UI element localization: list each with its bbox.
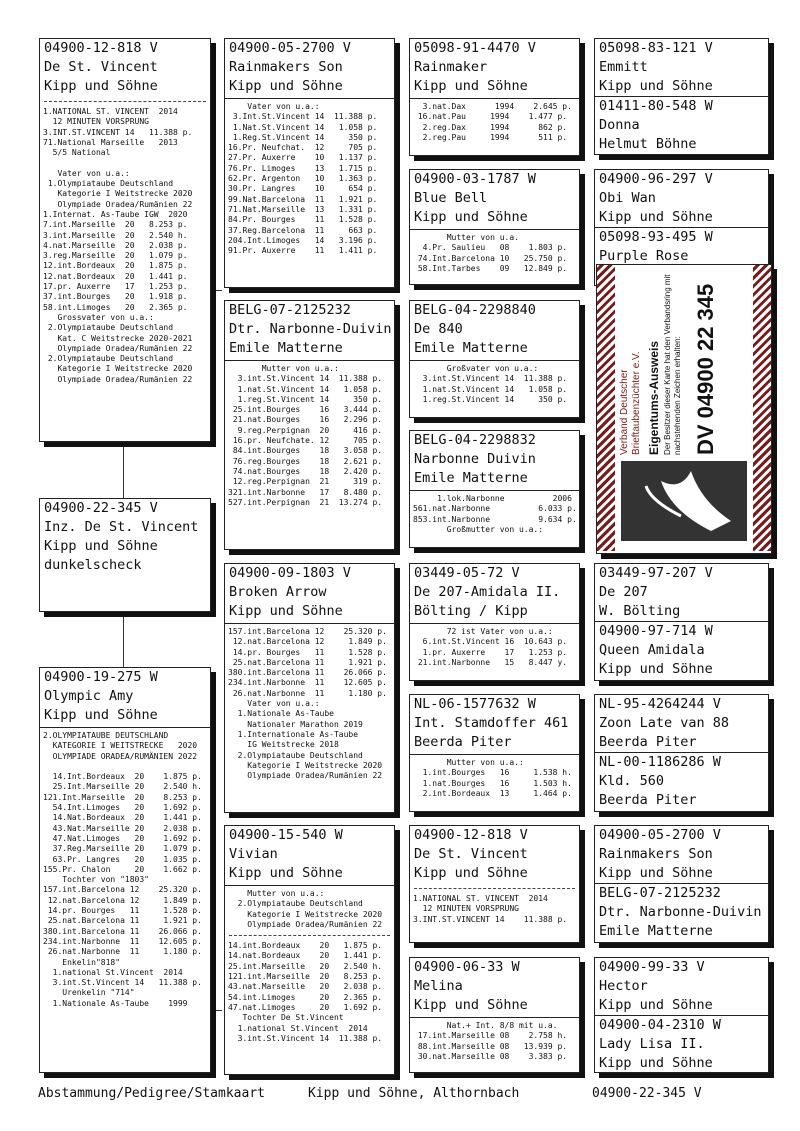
divider <box>414 888 575 889</box>
pigeon-name: De St. Vincent <box>44 59 158 75</box>
pigeon-name: Hector <box>599 978 648 994</box>
owner-name: Kipp und Söhne <box>414 865 528 881</box>
pedigree-card <box>409 430 580 548</box>
owner-name: Emile Matterne <box>229 340 343 356</box>
divider <box>410 490 579 491</box>
owner-name: Kipp und Söhne <box>229 603 343 619</box>
pigeon-name: Int. Stamdoffer 461 <box>414 715 569 731</box>
owner-name: Kipp und Söhne <box>414 209 528 225</box>
owner-name: Beerda Piter <box>599 792 697 808</box>
owner-name: Helmut Böhne <box>599 136 697 152</box>
performance-details: Mutter von u.a.: 1.int.Bourges 16 1.538 h. 1.nat.Bourges 16 1.503 h. 2.int.Bordeaux 13 1.464 p. <box>422 758 572 798</box>
owner-name: Kipp und Söhne <box>599 997 713 1013</box>
performance-details: 1.NATIONAL ST. VINCENT 2014 12 MINUTEN VORSPRUNG 3.INT.ST.VINCENT 14 11.388 p. 71.National Marseille 2013 5/5 National Vater von u.a.: 1.Olympiataube Deutschland Kategorie I Weitstrecke 2020 Olympiade Oradea/Rumänien 22 1.Internat. As-Taube IGW 2020 7.int.Marseille 20 8.253 p. 3.int.Marseille 20 2.540 h. 4.nat.Marseille 20 2.038 p. 3.reg.Marseille 20 1.079 p. 12.int.Bordeaux 20 1.875 p. 12.nat.Bordeaux 20 1.441 p. 17.pr. Auxerre 17 1.253 p. 37.int.Bourges 20 1.918 p. 58.int.Limoges 20 2.365 p. Grossvater von u.a.: 2.Olympiataube Deutschland Kat. C Weitstrecke 2020-2021 Olympiade Oradea/Rumänien 22 2.Olympiataube Deutschland Kategorie I Weitstrecke 2020 Olympiade Oradea/Rumänien 22 <box>43 107 193 384</box>
ring-number: 04900-09-1803 V <box>229 565 351 581</box>
ring-number: 04900-12-818 V <box>44 40 158 56</box>
pedigree-card-sire <box>39 38 211 442</box>
pigeon-name: De 207 <box>599 584 648 600</box>
owner-name: Beerda Piter <box>599 734 697 750</box>
pedigree-card-grandsire <box>224 38 395 288</box>
connector-line <box>123 440 124 500</box>
ring-number: 04900-06-33 W <box>414 959 520 975</box>
pigeon-name: Inz. De St. Vincent <box>44 519 199 535</box>
owner-name: Kipp und Söhne <box>599 661 713 677</box>
pedigree-card <box>409 563 580 681</box>
pigeon-name: Melina <box>414 978 463 994</box>
pigeon-logo-icon <box>621 461 747 541</box>
ring-number: 04900-05-2700 V <box>229 40 351 56</box>
footer-title: Abstammung/Pedigree/Stamkaart <box>38 1086 265 1101</box>
pigeon-color: dunkelscheck <box>44 557 142 573</box>
ring-number: BELG-04-2298832 <box>414 432 536 448</box>
pigeon-name: Vivian <box>229 846 278 862</box>
ring-number: 04900-96-297 V <box>599 171 713 187</box>
divider <box>225 623 394 624</box>
pigeon-name: Narbonne Duivin <box>414 451 536 467</box>
pigeon-name: Obi Wan <box>599 190 656 206</box>
ring-number: 03449-97-207 V <box>599 565 713 581</box>
performance-details: 2.OLYMPIATAUBE DEUTSCHLAND KATEGORIE I WEITSTRECKE 2020 OLYMPIADE ORADEA/RUMÄNIEN 2022 14.Int.Bordeaux 20 1.875 p. 25.Int.Marseille 20 2.540 h. 121.Int.Marseille 20 8.253 p. 54.Int.Limoges 20 1.692 p. 14.Nat.Bordeaux 20 1.441 p. 43.Nat.Marseille 20 2.038 p. 47.Nat.Limoges 20 1.692 p. 37.Reg.Marseille 20 1.079 p. 63.Pr. Langres 20 1.035 p. 155.Pr. Chalon 20 1.662 p. Tochter von "1803" 157.int.Barcelona 12 25.320 p. 12.nat.Barcelona 12 1.849 p. 14.pr. Bourges 11 1.528 p. 25.nat.Barcelona 11 1.921 p. 380.int.Barcelona 11 26.066 p. 234.int.Narbonne 11 12.605 p. 26.nat.Narbonne 11 1.180 p. Enkelin"818" 1.national St.Vincent 2014 3.int.St.Vincent 14 11.388 p. Urenkelin "714" 1.Nationale As-Taube 1999 <box>43 731 202 1008</box>
performance-details: 1.lok.Narbonne 2006 561.nat.Narbonne 6.033 p. 853.int.Narbonne 9.634 p. Großmutter von u.a.: <box>413 494 577 534</box>
pedigree-card <box>409 300 580 418</box>
ring-number: BELG-04-2298840 <box>414 302 536 318</box>
pedigree-card-pair <box>594 957 769 1073</box>
owner-name: Kipp und Söhne <box>229 865 343 881</box>
pedigree-card-pair <box>594 38 769 155</box>
connector-line <box>212 290 222 291</box>
issuer-name: Verband Deutscher Brieftaubenzüchter e.V. <box>619 351 642 455</box>
performance-details: 157.int.Barcelona 12 25.320 p. 12.nat.Barcelona 12 1.849 p. 14.pr. Bourges 11 1.528 p. 25.nat.Barcelona 11 1.921 p. 380.int.Barcelona 11 26.066 p. 234.int.Narbonne 11 12.605 p. 26.nat.Narbonne 11 1.180 p. Vater von u.a.: 1.Nationale As-Taube Nationaler Marathon 2019 1.Internationale As-Taube IG Weitstrecke 2018 2.Olympiataube Deutschland Kategorie I Weitstrecke 2020 Olympiade Oradea/Rumänien 22 <box>228 627 387 781</box>
divider <box>410 1017 579 1018</box>
performance-details: 72 ist Vater von u.a.: 6.int.St.Vincent 16 10.643 p. 1.pr. Auxerre 17 1.253 p. 21.int.Narbonne 15 8.447 y. <box>417 627 568 667</box>
owner-name: Kipp und Söhne <box>599 209 713 225</box>
owner-name: Kipp und Söhne <box>44 707 158 723</box>
ring-number: 03449-05-72 V <box>414 565 520 581</box>
owner-name: Kipp und Söhne <box>599 1055 713 1071</box>
footer-ring: 04900-22-345 V <box>592 1086 702 1101</box>
card-subtitle: Der Besitzer dieser Karte hat den Verbandsring mit nachstehenden Zeichen erhalten: <box>663 274 682 455</box>
ring-number: NL-95-4264244 V <box>599 696 721 712</box>
pigeon-name: De 207-Amidala II. <box>414 584 561 600</box>
pigeon-name: Rainmakers Son <box>229 59 343 75</box>
owner-name: Kipp und Söhne <box>599 865 713 881</box>
performance-details: Nat.+ Int. 8/8 mit u.a. 17.int.Marseille 08 2.758 h. 88.int.Marseille 08 13.939 p. 30.nat.Marseille 08 3.383 p. <box>417 1021 568 1061</box>
performance-details: 3.nat.Dax 1994 2.645 p. 16.nat.Pau 1994 1.477 p. 2.reg.Dax 1994 862 p. 2.reg.Pau 1994 511 p. <box>417 102 572 142</box>
pedigree-card <box>409 694 580 812</box>
performance-details: Mutter von u.a. 4.Pr. Saulieu 08 1.803 p. 74.Int.Barcelona 10 25.750 p. 58.Int.Tarbes 09 12.849 p. <box>417 233 568 273</box>
pigeon-name: Dtr. Narbonne-Duivin <box>229 321 392 337</box>
pedigree-card <box>409 825 580 943</box>
pigeon-name: Rainmakers Son <box>599 846 713 862</box>
pigeon-name: Lady Lisa II. <box>599 1036 705 1052</box>
performance-details: Mutter von u.a.: 3.int.St.Vincent 14 11.388 p. 1.nat.St.Vincent 14 1.058 p. 1.reg.St.Vincent 14 350 p. 25.int.Bourges 16 3.444 p. 21.nat.Bourges 16 2.296 p. 9.reg.Perpignan 20 416 p. 16.pr. Neufchate. 12 705 p. 84.int.Bourges 18 3.058 p. 76.reg.Bourges 18 2.621 p. 74.nat.Bourges 18 2.420 p. 12.reg.Perpignan 21 319 p. 321.int.Narbonne 17 8.480 p. 527.int.Perpignan 21 13.274 p. <box>228 364 383 507</box>
owner-name: Emile Matterne <box>414 470 528 486</box>
ring-number: NL-06-1577632 W <box>414 696 536 712</box>
ring-number: 05098-91-4470 V <box>414 40 536 56</box>
pedigree-card-subject <box>39 498 211 612</box>
pigeon-name: Dtr. Narbonne-Duivin <box>599 904 762 920</box>
ring-number: 04900-99-33 V <box>599 959 705 975</box>
card-title: Eigentums-Ausweis <box>647 340 661 455</box>
pigeon-name: Emmitt <box>599 59 648 75</box>
divider <box>410 754 579 755</box>
divider <box>410 623 579 624</box>
pigeon-name: Purple Rose <box>599 248 689 264</box>
decorative-band <box>597 265 615 551</box>
divider <box>410 98 579 99</box>
pedigree-card-pair <box>594 563 769 681</box>
owner-name: Beerda Piter <box>414 734 512 750</box>
owner-name: Kipp und Söhne <box>414 78 528 94</box>
performance-details: Vater von u.a.: 3.Int.St.Vincent 14 11.388 p. 1.Nat.St.Vincent 14 1.058 p. 1.Reg.St.Vincent 14 350 p. 16.Pr. Neufchat. 12 705 p. 27.Pr. Auxerre 10 1.137 p. 76.Pr. Limoges 13 1.715 p. 62.Pr. Argenton 10 1.363 p. 30.Pr. Langres 10 654 p. 99.Nat.Barcelona 11 1.921 p. 71.Nat.Marseille 13 1.331 p. 84.Pr. Bourges 11 1.528 p. 37.Reg.Barcelona 11 663 p. 204.Int.Limoges 14 3.196 p. 91.Pr. Auxerre 11 1.411 p. <box>228 102 378 256</box>
pigeon-name: Queen Amidala <box>599 642 705 658</box>
owner-name: Kipp und Söhne <box>599 78 713 94</box>
ring-code: DV 04900 22 345 <box>693 283 718 455</box>
owner-name: Kipp und Söhne <box>414 997 528 1013</box>
pigeon-name: De St. Vincent <box>414 846 528 862</box>
footer-breeder: Kipp und Söhne, Althornbach <box>308 1086 520 1101</box>
divider <box>410 229 579 230</box>
pigeon-name: Olympic Amy <box>44 688 134 704</box>
pedigree-card-dam <box>39 667 211 1073</box>
ownership-id-card <box>596 264 772 554</box>
pigeon-name: Kld. 560 <box>599 773 665 789</box>
ring-number: 04900-19-275 W <box>44 669 158 685</box>
pedigree-card <box>409 957 580 1073</box>
pedigree-card <box>409 38 580 156</box>
owner-name: Kipp und Söhne <box>229 78 343 94</box>
pigeon-name: Blue Bell <box>414 190 488 206</box>
ring-number: 05098-83-121 V <box>599 40 713 56</box>
ring-number: 01411-80-548 W <box>599 98 713 114</box>
owner-name: Emile Matterne <box>414 340 528 356</box>
divider <box>410 360 579 361</box>
pigeon-name: Broken Arrow <box>229 584 327 600</box>
owner-name: W. Bölting <box>599 603 681 619</box>
owner-name: Kipp und Söhne <box>44 78 158 94</box>
divider <box>229 935 390 936</box>
divider <box>225 885 394 886</box>
connector-line <box>212 1010 222 1011</box>
ring-number: 05098-93-495 W <box>599 229 713 245</box>
pedigree-card-grandsire-dam <box>224 563 395 813</box>
owner-name: Emile Matterne <box>599 923 713 939</box>
divider <box>225 98 394 99</box>
pedigree-card <box>409 169 580 285</box>
pedigree-card-granddam <box>224 300 395 550</box>
ring-number: 04900-04-2310 W <box>599 1017 721 1033</box>
pedigree-card-pair <box>594 825 769 943</box>
ring-number: NL-00-1186286 W <box>599 754 721 770</box>
ring-number: 04900-22-345 V <box>44 500 158 516</box>
performance-details: Mutter von u.a.: 2.Olympiataube Deutschland Kategorie I Weitstrecke 2020 Olympiade Oradea/Rumänien 22 <box>237 889 383 929</box>
ring-number: BELG-07-2125232 <box>229 302 351 318</box>
performance-details: 1.NATIONAL ST. VINCENT 2014 12 MINUTEN VORSPRUNG 3.INT.ST.VINCENT 14 11.388 p. <box>413 894 568 924</box>
pigeon-name: Donna <box>599 117 640 133</box>
divider <box>44 101 206 102</box>
ring-number: 04900-12-818 V <box>414 827 528 843</box>
pedigree-card-pair <box>594 694 769 812</box>
pigeon-name: Zoon Late van 88 <box>599 715 730 731</box>
ring-number: 04900-03-1787 W <box>414 171 536 187</box>
connector-line <box>123 612 124 667</box>
performance-details-2: 14.int.Bordeaux 20 1.875 p. 14.nat.Bordeaux 20 1.441 p. 25.int.Marseille 20 2.540 h. 121.int.Marseille 20 8.253 p. 43.nat.Marseille 20 2.038 p. 54.int.Limoges 20 2.365 p. 47.nat.Limoges 20 1.692 p. Tochter De St.Vincent 1.national St.Vincent 2014 3.int.St.Vincent 14 11.388 p. <box>228 941 383 1043</box>
ring-number: BELG-07-2125232 <box>599 885 721 901</box>
pedigree-card-granddam-dam <box>224 825 395 1075</box>
ring-number: 04900-15-540 W <box>229 827 343 843</box>
pigeon-name: De 840 <box>414 321 463 337</box>
performance-details: Großvater von u.a.: 3.int.St.Vincent 14 11.388 p. 1.nat.St.Vincent 14 1.058 p. 1.reg.St.Vincent 14 350 p. <box>422 364 568 404</box>
ring-number: 04900-05-2700 V <box>599 827 721 843</box>
pigeon-name: Rainmaker <box>414 59 488 75</box>
divider <box>225 360 394 361</box>
decorative-band <box>753 265 771 551</box>
ring-number: 04900-97-714 W <box>599 623 713 639</box>
owner-name: Kipp und Söhne <box>44 538 158 554</box>
divider <box>40 727 210 728</box>
owner-name: Bölting / Kipp <box>414 603 528 619</box>
